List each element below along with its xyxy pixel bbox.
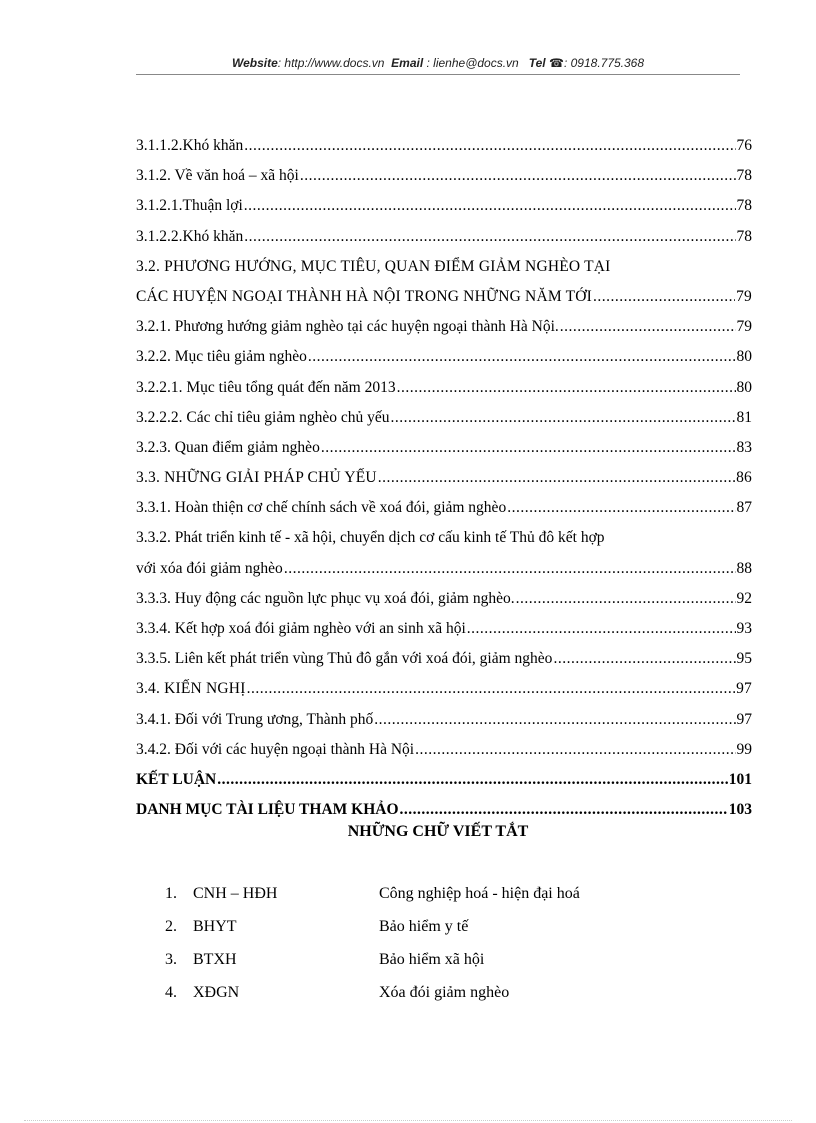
toc-entry-title: 3.3. NHỮNG GIẢI PHÁP CHỦ YẾU [136,469,377,487]
toc-entry-page: 79 [736,318,752,336]
toc-entry-page: 92 [736,589,752,607]
toc-entry-title: 3.3.4. Kết hợp xoá đói giảm nghèo với an sinh xã hội [136,620,466,637]
tel-value: : 0918.775.368 [563,56,645,70]
abbreviation-code: BHYT [193,918,237,935]
abbreviation-code: CNH – HĐH [193,885,278,902]
toc-entry-title: với xóa đói giảm nghèo [136,559,283,577]
toc-entry-page: 86 [736,469,752,487]
toc-entry [136,674,752,704]
toc-entry-title: DANH MỤC TÀI LIỆU THAM KHẢO [136,801,399,819]
toc-entry-page: 79 [736,287,752,305]
toc-entry-page: 101 [728,770,752,788]
toc-entry-page: 99 [736,740,752,758]
toc-entry [136,584,752,614]
toc-entry-title: 3.2.2. Mục tiêu giảm nghèo [136,348,307,366]
toc-entry-page: 78 [736,167,752,185]
toc-entry-conclusion [136,765,752,795]
toc-leader [553,644,735,674]
abbreviation-number: 1. [165,885,177,902]
abbreviation-code: XĐGN [193,984,240,1001]
footer-divider [24,1120,792,1121]
toc-entry-title: 3.2.2.1. Mục tiêu tổng quát đến năm 2013 [136,378,396,396]
toc-entry [136,373,752,403]
toc-entry-title: 3.1.2.2.Khó khăn [136,227,244,245]
toc-entry [136,614,752,644]
toc-entry-page: 80 [736,348,752,366]
toc-leader [321,433,736,463]
toc-entry-page: 83 [736,438,752,456]
toc-entry-page: 97 [736,680,752,698]
toc-entry-page: 103 [728,801,752,819]
header-divider [136,74,740,75]
toc-leader [374,705,735,735]
toc-entry [136,554,752,584]
toc-entry [136,222,752,252]
toc-entry-title: 3.2. PHƯƠNG HƯỚNG, MỤC TIÊU, QUAN ĐIỂM GIẢM NGHÈO TẠI [136,257,611,275]
abbreviation-description: Xóa đói giảm nghèo [379,984,510,1001]
toc-entry [136,644,752,674]
abbreviation-number: 3. [165,951,177,968]
toc-entry-title: KẾT LUẬN [136,770,217,788]
abbreviations-title: NHỮNG CHỮ VIẾT TẮT [347,823,529,840]
toc-entry [136,705,752,735]
toc-entry [136,493,752,523]
toc-entry [136,433,752,463]
toc-leader [247,674,736,704]
toc-entry [136,282,752,312]
toc-entry-title: 3.1.2. Về văn hoá – xã hội [136,167,299,185]
toc-entry-page: 78 [736,197,752,215]
abbreviations-list [165,877,725,1009]
abbreviation-description: Bảo hiểm y tế [379,918,469,935]
toc-entry-title: 3.4. KIẾN NGHỊ [136,680,246,698]
toc-leader [284,554,736,584]
toc-entry-page: 93 [736,620,752,637]
toc-entry-title: CÁC HUYỆN NGOẠI THÀNH HÀ NỘI TRONG NHỮNG NĂM TỚI [136,287,593,305]
toc-entry-page: 80 [736,378,752,396]
toc-leader [378,463,735,493]
abbreviation-number: 2. [165,918,177,935]
toc-leader [415,735,735,765]
toc-entry [136,463,752,493]
toc-entry-title: 3.2.1. Phương hướng giảm nghèo tại các huyện ngoại thành Hà Nội. [136,318,559,336]
toc-leader [244,222,735,252]
toc-entry-page: 87 [736,499,752,517]
toc-leader [507,493,735,523]
toc-entry-title: 3.3.3. Huy động các nguồn lực phục vụ xoá đói, giảm nghèo. [136,589,515,607]
toc-entry-title: 3.2.2.2. Các chỉ tiêu giảm nghèo chủ yếu [136,408,390,426]
toc-entry-page: 76 [736,137,752,154]
toc-leader [244,191,736,221]
toc-leader [308,342,736,372]
toc-entry-title: 3.3.2. Phát triển kinh tế - xã hội, chuyển dịch cơ cấu kinh tế Thủ đô kết hợp [136,529,605,547]
toc-entry-title: 3.2.3. Quan điểm giảm nghèo [136,438,320,456]
toc-entry-page: 78 [736,227,752,245]
page-header [136,56,740,70]
toc-entry [136,312,752,342]
toc-entry-title: 3.1.1.2.Khó khăn [136,137,244,154]
toc-entry-page: 81 [736,408,752,426]
toc-entry [136,161,752,191]
toc-entry-title: 3.1.2.1.Thuận lợi [136,197,243,215]
abbreviation-code: BTXH [193,951,237,968]
table-of-contents [136,131,752,825]
toc-entry-title: 3.4.2. Đối với các huyện ngoại thành Hà Nội [136,740,415,758]
toc-leader [400,795,728,825]
toc-leader [217,765,728,795]
abbreviation-item [165,976,725,1009]
toc-entry-title: 3.3.5. Liên kết phát triển vùng Thủ đô gắn với xoá đói, giảm nghèo [136,650,553,668]
phone-icon: ☎ [549,56,564,70]
website-label: Website [231,56,278,70]
toc-entry-title: 3.4.1. Đối với Trung ương, Thành phố [136,710,374,728]
toc-entry [136,131,752,161]
website-value[interactable]: : http://www.docs.vn [277,56,385,70]
toc-leader [593,282,735,312]
toc-entry-page: 97 [736,710,752,728]
toc-leader [516,584,736,614]
toc-entry-title: 3.3.1. Hoàn thiện cơ chế chính sách về xoá đói, giảm nghèo [136,499,507,517]
toc-leader [391,403,736,433]
toc-leader [467,614,736,644]
toc-entry-references [136,795,752,825]
toc-leader [300,161,736,191]
abbreviation-description: Bảo hiểm xã hội [379,951,485,968]
abbreviation-item [165,877,725,910]
abbreviation-number: 4. [165,984,177,1001]
toc-entry [136,735,752,765]
toc-entry-page: 88 [736,559,752,577]
abbreviation-item [165,943,725,976]
toc-entry [136,252,752,282]
toc-leader [244,131,735,161]
toc-entry [136,342,752,372]
toc-entry [136,403,752,433]
email-label: Email [391,56,424,70]
toc-entry [136,523,752,553]
toc-entry-page: 95 [736,650,752,668]
toc-entry [136,191,752,221]
tel-label: Tel [528,56,546,70]
email-value[interactable]: : lienhe@docs.vn [426,56,519,70]
toc-leader [397,373,736,403]
abbreviation-item [165,910,725,943]
abbreviation-description: Công nghiệp hoá - hiện đại hoá [379,885,580,902]
toc-leader [560,312,736,342]
